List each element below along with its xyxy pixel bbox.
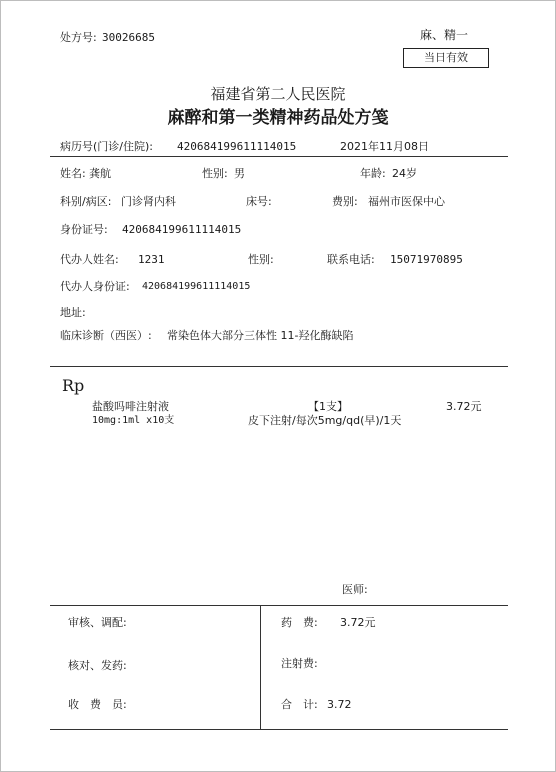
header-divider (50, 156, 508, 157)
bed-label: 床号: (246, 195, 272, 208)
agent-id: 420684199611114015 (142, 281, 251, 292)
fee-type-label: 费别: (332, 195, 358, 208)
drug-usage: 皮下注射/每次5mg/qd(早)/1天 (248, 414, 402, 427)
total: 3.72 (327, 698, 352, 711)
footer-top-divider (50, 605, 508, 606)
total-label: 合 计: (281, 698, 318, 711)
review-label: 审核、调配: (68, 616, 127, 629)
patient-id-label: 身份证号: (60, 223, 108, 236)
patient-name-label: 姓名: (60, 167, 86, 180)
agent-name: 1231 (138, 253, 165, 266)
agent-phone: 15071970895 (390, 253, 463, 266)
patient-age-label: 年龄: (360, 167, 386, 180)
dept: 门诊肾内科 (121, 195, 176, 208)
patient-age: 24岁 (392, 167, 417, 180)
diagnosis-label: 临床诊断（西医）: (60, 329, 152, 342)
patient-sex-label: 性别: (202, 167, 228, 180)
agent-sex-label: 性别: (248, 253, 274, 266)
category-mark: 麻、精一 (420, 28, 469, 42)
footer-column-divider (260, 605, 261, 729)
agent-name-label: 代办人姓名: (60, 253, 119, 266)
dept-label: 科别/病区: (60, 195, 112, 208)
patient-name: 龚航 (89, 167, 111, 180)
agent-id-label: 代办人身份证: (60, 280, 130, 293)
cashier-label: 收 费 员: (68, 698, 127, 711)
check-label: 核对、发药: (68, 659, 127, 672)
drug-fee-label: 药 费: (281, 616, 318, 629)
record-date: 2021年11月08日 (340, 140, 429, 153)
rx-number: 30026685 (102, 31, 155, 44)
drug-spec: 10mg:1ml x10支 (92, 415, 175, 426)
footer-bottom-divider (50, 729, 508, 730)
drug-fee: 3.72元 (340, 616, 376, 629)
doctor-label: 医师: (342, 583, 368, 596)
valid-today-badge: 当日有效 (403, 48, 489, 68)
rx-number-label: 处方号: (60, 31, 97, 44)
drug-price: 3.72元 (446, 400, 482, 413)
patient-id: 420684199611114015 (122, 223, 242, 236)
patient-sex: 男 (234, 167, 245, 180)
address-label: 地址: (60, 306, 86, 319)
fee-type: 福州市医保中心 (368, 195, 445, 208)
agent-phone-label: 联系电话: (327, 253, 375, 266)
injection-fee-label: 注射费: (281, 657, 318, 670)
drug-name: 盐酸吗啡注射液 (92, 400, 169, 413)
hospital-name: 福建省第二人民医院 (210, 85, 346, 103)
diagnosis-text: 常染色体大部分三体性 11-羟化酶缺陷 (167, 329, 354, 342)
record-number: 420684199611114015 (177, 140, 297, 153)
rp-symbol: Rp (62, 376, 85, 395)
drug-quantity: 【1支】 (308, 400, 348, 413)
document-title: 麻醉和第一类精神药品处方笺 (167, 108, 389, 128)
rx-divider (50, 366, 508, 367)
record-number-label: 病历号(门诊/住院): (60, 140, 153, 153)
